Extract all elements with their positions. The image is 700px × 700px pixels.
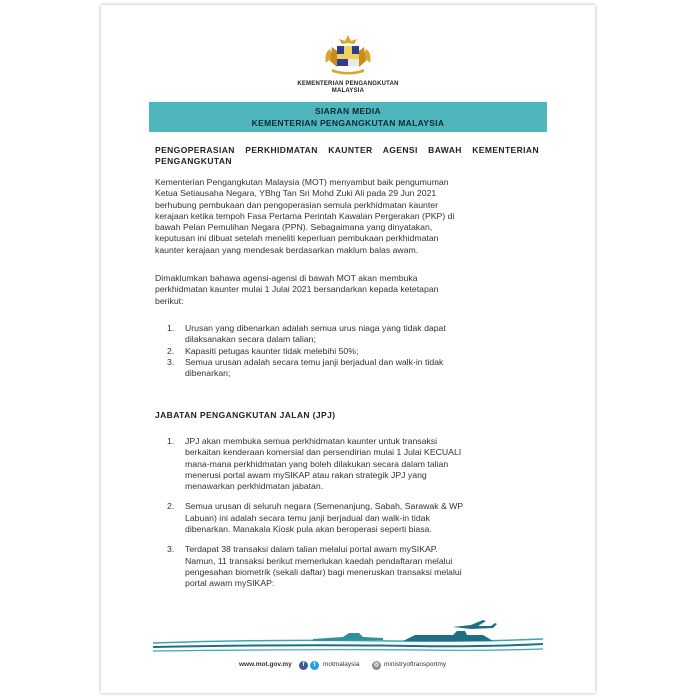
- list-item-line: dilaksanakan secara dalam talian;: [185, 334, 316, 345]
- instagram-icon[interactable]: ◎: [373, 662, 380, 668]
- list-item-number: 1.: [167, 323, 175, 333]
- list-item: [167, 501, 539, 535]
- list-item-number: 2.: [167, 345, 175, 356]
- banner-line1: SIARAN MEDIA: [315, 106, 381, 116]
- paragraph-line: kaunter kerajaan yang mendesak berdasarkan maklum balas awam.: [155, 244, 419, 255]
- list-item-line: portal awam mySIKAP:: [185, 578, 275, 589]
- document-title: [155, 145, 539, 167]
- list-item: [167, 436, 539, 492]
- list-item-line: Semua urusan adalah secara temu janji berjadual dan walk-in tidak: [185, 356, 444, 367]
- list-item-line: Terdapat 38 transaksi dalam talian melalui portal awam mySIKAP.: [185, 544, 438, 555]
- list-item-line: menawarkan perkhidmatan jabatan.: [185, 481, 324, 492]
- transport-footer-graphic: [153, 617, 543, 655]
- list-item-line: JPJ akan membuka semua perkhidmatan kaunter untuk transaksi: [185, 436, 438, 446]
- paragraph-line: Ketua Setiausaha Negara, YBhg Tan Sri Mohd Zuki Ali pada 29 Jun 2021: [155, 188, 437, 199]
- twitter-icon[interactable]: t: [310, 661, 319, 670]
- list-item-number: 2.: [167, 501, 175, 512]
- paragraph-intro: [155, 177, 537, 256]
- media-release-banner: [149, 102, 547, 132]
- paragraph-line: bawah Pelan Pemulihan Negara (PPN). Sebagaimana yang dinyatakan,: [155, 222, 433, 233]
- malaysia-coat-of-arms-icon: [320, 33, 376, 77]
- paragraph-line: berhubung pembukaan dan pengoperasian semula perkhidmatan kaunter: [155, 199, 439, 210]
- ministry-name-line2: MALAYSIA: [331, 88, 365, 94]
- list-item-line: Namun, 11 transaksi berikut memerlukan kaedah pendaftaran melalui: [185, 555, 453, 566]
- list-item-line: Labuan) ini adalah secara temu janji berjadual dan walk-in tidak: [185, 512, 430, 523]
- list-item-line: Kapasiti petugas kaunter tidak melebihi 50%;: [185, 345, 359, 356]
- list-item-line: menerusi portal awam mySIKAP atau rakan strategik JPJ yang: [185, 469, 427, 480]
- list-item-number: 3.: [167, 356, 175, 367]
- paragraph-agencies: [155, 273, 537, 307]
- banner-line2: KEMENTERIAN PENGANGKUTAN MALAYSIA: [251, 118, 445, 128]
- list-item: [167, 544, 539, 589]
- footer-website-link[interactable]: www.mot.gov.my: [239, 661, 292, 668]
- list-item-line: Urusan yang dibenarkan adalah semua urus niaga yang tidak dapat: [185, 323, 446, 333]
- list-item-number: 3.: [167, 544, 175, 555]
- paragraph-line: perkhidmatan kaunter mulai 1 Julai 2021 bersandarkan kepada ketetapan: [155, 284, 439, 295]
- footer-bar: [101, 659, 595, 673]
- paragraph-line: keputusan ini dibuat setelah meneliti keperluan pembukaan perkhidmatan: [155, 233, 439, 244]
- footer-instagram-handle[interactable]: ministryoftransportmy: [384, 661, 447, 668]
- footer-social-handle[interactable]: motmalaysia: [323, 661, 360, 668]
- list-item: [167, 323, 539, 346]
- list-item-line: dibenarkan. Manakala Kiosk pula akan beroperasi seperti biasa.: [185, 524, 432, 535]
- paragraph-line: berikut:: [155, 295, 184, 306]
- list-item-line: mana-mana perkhidmatan yang boleh dilakukan secara dalam talian: [185, 458, 449, 469]
- paragraph-line: Dimaklumkan bahawa agensi-agensi di bawah MOT akan membuka: [155, 273, 418, 283]
- paragraph-line: kerajaan ketika tempoh Fasa Pertama Perintah Kawalan Pergerakan (PKP) di: [155, 210, 455, 221]
- list-item: [167, 357, 539, 380]
- jpj-list: [167, 436, 539, 590]
- facebook-icon[interactable]: f: [299, 661, 308, 670]
- list-item-number: 1.: [167, 436, 175, 446]
- section-heading-jpj: JABATAN PENGANGKUTAN JALAN (JPJ): [155, 410, 336, 420]
- list-item-line: pengesahan biometrik (sekali daftar) bagi meneruskan transaksi melalui: [185, 566, 462, 577]
- press-release-page: [101, 5, 595, 693]
- ministry-name-line1: KEMENTERIAN PENGANGKUTAN: [297, 81, 399, 87]
- title-line1: PENGOPERASIAN PERKHIDMATAN KAUNTER AGENSI BAWAH KEMENTERIAN: [155, 145, 539, 155]
- paragraph-line: Kementerian Pengangkutan Malaysia (MOT) menyambut baik pengumuman: [155, 177, 449, 187]
- list-item-line: Semua urusan di seluruh negara (Semenanjung, Sabah, Sarawak & WP: [185, 501, 464, 512]
- title-line2: PENGANGKUTAN: [155, 156, 232, 166]
- list-item-line: berkaitan kenderaan komersial dan persendirian mulai 1 Julai KECUALI: [185, 447, 462, 458]
- list-item-line: dibenarkan;: [185, 368, 231, 379]
- list-item: [167, 346, 539, 357]
- conditions-list: [167, 323, 539, 379]
